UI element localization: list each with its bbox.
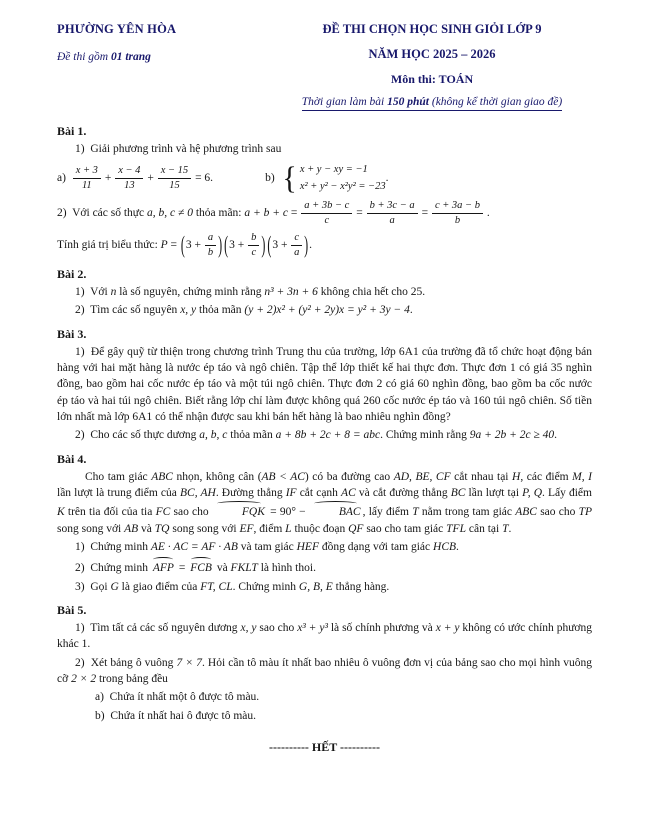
fraction-numerator: b + 3c − a [367,200,418,214]
fraction-numerator: a + 3b − c [301,200,352,214]
text-run: thuộc đoạn [291,522,349,535]
text-run: Thời gian làm bài [301,96,388,108]
text-run: là hình thoi. [257,562,316,575]
text-run: = [353,207,366,220]
text-run: a) Chứa ít nhất một ô được tô màu. [95,691,260,704]
text-run: thỏa mãn [227,429,276,442]
text-run: (không kể thời gian giao đề) [431,96,563,108]
text-run: ABC [151,470,173,483]
fraction [367,200,418,227]
fraction-denominator: a [389,214,395,226]
text-run: 1) Tìm tất cả các số nguyên dương [75,622,241,635]
text-run: a, b, c [199,429,228,442]
text-run: 2) Cho các số thực dương [75,429,200,442]
angle-arc: FCB [188,557,214,576]
text-run: nằm trong tam giác [418,506,516,519]
text-run: . [554,429,558,442]
text-run: FC [155,506,171,519]
text-run: a + b + c [244,207,288,220]
problem-paragraph [75,284,592,300]
text-run: AC [341,487,356,500]
text-run: TP [578,506,593,519]
fraction [301,200,352,227]
text-run: n³ + 3n + 6 [264,286,318,299]
problem-paragraph [57,427,592,443]
problem-paragraph [75,557,592,576]
time-limit-text [302,96,563,111]
problem-paragraph [95,689,592,705]
problem-section [57,124,592,259]
fraction-numerator: c + 3a − b [432,200,483,214]
problem-paragraph [75,539,592,555]
text-run: lần lượt là trung điểm của [57,487,180,500]
text-run: sao cho tam giác [363,522,447,535]
text-run: 1) Giải phương trình và hệ phương trình sau [75,143,282,155]
text-run: G [110,580,119,593]
problem-paragraph [57,344,592,426]
text-run: 2) Với các số thực [57,207,148,220]
time-limit-line [272,96,592,111]
problem-heading: Bài 4. [57,451,87,466]
text-run: L [285,522,292,535]
fraction-numerator: a [205,232,216,246]
text-run: . [484,207,490,220]
system-brace: { [282,161,297,196]
text-run: là giao điểm của [118,580,201,593]
text-run: 3 + [229,239,248,252]
text-run: không chia hết cho 25. [317,286,426,299]
text-run: . Đường thẳng [215,487,286,500]
text-run: Tính giá trị biểu thức: [57,239,161,252]
text-run: 1) Để gây quỹ từ thiện trong chương trình Trung thu của trường, lớp 6A1 của trường đã tổ chức hoạt động bán hàng với hai mặt hàng là nước ép táo và ngô chiên. Tập thể lớp thiết kế hai thực đơn. Thực đơn 1 có giá 35 nghìn đồng, bao gồm hai cốc nước ép táo và một túi ngô chiên. Thực đơn 2 có giá 60 nghìn đồng, bao gồm ba cốc nước ép táo và hai túi ngô chiên. Biết rằng lớp chỉ làm được không quá 260 cốc nước ép táo và 160 túi ngô chiên. Số tiền lớn nhất mà lớp 6A1 có thể nhận được sau khi bán hết hàng là bao nhiêu nghìn đồng? [57,345,592,424]
text-run: lần lượt tại [465,487,523,500]
problem-section [57,452,592,595]
fraction-denominator: c [251,247,257,259]
text-run: AB < AC [261,470,305,483]
text-run: a + 8b + 2c + 8 = abc [275,429,381,442]
equation-system [282,162,385,195]
text-run: ABC [515,506,537,519]
big-paren: ( [180,230,185,259]
text-run: sao cho [170,506,212,519]
text-run: 7 × 7 [176,656,202,669]
text-run: 2) Xét bảng ô vuông [75,656,177,669]
school-year: NĂM HỌC 2025 – 2026 [368,47,496,61]
fraction-denominator: 11 [81,180,92,192]
problem-paragraph [75,141,592,157]
problem-paragraph [57,162,592,195]
text-run: song song với [57,522,125,535]
text-run: = 6. [192,172,214,185]
text-run: và [213,562,231,575]
big-paren: ) [218,230,223,259]
text-run: trên tia đối của tia [64,506,156,519]
fraction [158,165,192,192]
text-run: . Lấy điểm [542,487,592,500]
text-run: sao cho [256,622,298,635]
text-run: . [508,522,512,535]
text-run: , điểm [253,522,286,535]
problem-heading: Bài 1. [57,124,87,138]
text-run: Cho tam giác [85,470,152,483]
angle-arc: AFP [151,557,176,576]
problem-paragraph [57,469,592,537]
text-run: song song với [169,522,240,535]
text-run: = [167,239,180,252]
exam-title: ĐỀ THI CHỌN HỌC SINH GIỎI LỚP 9 [322,22,542,36]
problem-heading: Bài 2. [57,267,87,282]
fraction [248,232,259,259]
text-run: a) [57,172,72,185]
fraction-denominator: a [294,247,300,259]
angle-arc: FQK [212,501,267,520]
text-run: M, I [572,470,592,483]
text-run: và tam giác [237,541,297,554]
problem-heading: Bài 3. [57,326,87,341]
text-run: nhọn, không cân ( [172,470,262,483]
text-run: 2) Chứng minh [75,562,151,575]
big-paren: ( [224,230,229,259]
text-run: không có ước chính phương khác 1. [57,622,593,651]
fraction-numerator: x + 3 [73,165,101,179]
text-run: x, y [240,622,257,635]
text-run: thỏa mãn: [192,207,245,220]
text-run: 3 + [185,239,204,252]
text-run: là số chính phương và [327,622,436,635]
text-run: 150 phút [387,96,432,108]
text-run: . [309,239,312,252]
subject-line: Môn thi: TOÁN [390,72,474,86]
fraction-denominator: b [207,247,214,259]
problem-paragraph [57,655,592,688]
big-paren: ) [261,230,266,259]
text-run: AB [124,522,139,535]
text-run: = [418,207,431,220]
text-run: n [110,286,117,299]
text-run: x + y [435,622,460,635]
text-run: . Hỏi cần tô màu ít nhất bao nhiêu ô vuông đơn vị của bảng sao cho mọi hình vuông cỡ [57,656,592,686]
text-run: sao cho [536,506,579,519]
text-run: P, Q [522,487,542,500]
angle-arc: BAC [309,501,363,520]
text-run: a, b, c ≠ 0 [147,207,193,220]
text-run: HCB [433,541,457,554]
text-run: 2 × 2 [71,673,97,686]
fraction-numerator: c [291,232,302,246]
text-run: G, B, E [298,580,333,593]
text-run: 2) Tìm các số nguyên [75,304,181,317]
problem-paragraph [95,708,592,724]
pages-note [57,51,272,63]
text-run: AE · AC = AF · AB [150,541,238,554]
text-run: FT, CL [200,580,233,593]
fraction-numerator: b [248,232,259,246]
school-name: PHƯỜNG YÊN HÒA [57,22,177,36]
text-run: BC [450,487,466,500]
text-run: H [512,470,521,483]
problems [57,124,592,724]
fraction [432,200,483,227]
text-run: và [138,522,155,535]
fraction [205,232,216,259]
problem-section [57,267,592,319]
text-run: . Chứng minh [232,580,299,593]
text-run: , lấy điểm [362,506,413,519]
fraction-denominator: b [454,214,461,226]
text-run: , các điểm [520,470,573,483]
text-run: b) [265,172,281,185]
text-run: = [288,207,301,220]
equation-line: x + y − xy = −1 [299,164,368,176]
problem-section [57,327,592,444]
header-left [57,22,272,111]
text-run: cắt cạnh [296,487,342,500]
text-run: và cắt đường thẳng [355,487,451,500]
equation-line: x² + y² − x²y² = −23 [299,180,386,192]
text-run: . Chứng minh rằng [380,429,470,442]
problem-paragraph [75,579,592,595]
text-run: 3 + [272,239,291,252]
text-run: BC, AH [180,487,216,500]
text-run: là số nguyên, chứng minh rằng [116,286,265,299]
system-lines [300,162,386,195]
text-run: EF [239,522,254,535]
fraction-denominator: 15 [169,180,180,192]
text-run: x, y [180,304,197,317]
problem-paragraph [57,232,592,259]
text-run: = 90° − [266,506,309,519]
text-run: đồng dạng với tam giác [318,541,434,554]
text-run: IF [285,487,297,500]
fraction-denominator: c [324,214,330,226]
text-run: P [160,239,168,252]
text-run: 1) Chứng minh [75,541,151,554]
problem-paragraph [57,200,592,227]
text-run: cân tại [465,522,503,535]
fraction [115,165,143,192]
text-run: . [385,172,389,185]
text-run: TFL [446,522,466,535]
text-run: AD, BE, CF [393,470,451,483]
text-run: cắt nhau tại [450,470,513,483]
text-run: 01 trang [110,51,151,63]
problem-paragraph [75,302,592,318]
text-run: TQ [154,522,170,535]
text-run: 1) Với [75,286,111,299]
fraction-denominator: 13 [124,180,135,192]
big-paren: ( [267,230,272,259]
problem-paragraph [57,620,592,653]
text-run: = [175,562,189,575]
fraction [73,165,101,192]
text-run: T [502,522,509,535]
text-run: ) có ba đường cao [304,470,394,483]
text-run: QF [348,522,364,535]
problem-heading: Bài 5. [57,603,87,618]
text-run: x³ + y³ [297,622,328,635]
text-run: b) Chứa ít nhất hai ô được tô màu. [95,709,256,722]
problem-section [57,603,592,724]
text-run: (y + 2)x² + (y² + 2y)x = y² + 3y − 4 [244,304,410,317]
fraction [291,232,302,259]
fraction-numerator: x − 15 [158,165,192,179]
text-run: K [57,506,65,519]
text-run: . [409,304,413,317]
text-run: trong bảng đều [96,673,168,686]
text-run: T [412,506,419,519]
text-run: + [101,172,115,185]
text-run: HEF [296,541,319,554]
fraction-numerator: x − 4 [115,165,143,179]
text-run: thỏa mãn [196,304,245,317]
text-run: FKLT [230,562,258,575]
text-run: thẳng hàng. [332,580,390,593]
text-run: + [144,172,157,185]
document-header [57,22,592,111]
end-marker: ---------- HẾT ---------- [268,740,381,754]
text-run: 3) Gọi [75,580,111,593]
big-paren: ) [304,230,309,259]
header-right [272,22,592,111]
text-run: . [456,541,459,554]
text-run: Đề thi gồm [57,51,111,63]
text-run: 9a + 2b + 2c ≥ 40 [469,429,555,442]
